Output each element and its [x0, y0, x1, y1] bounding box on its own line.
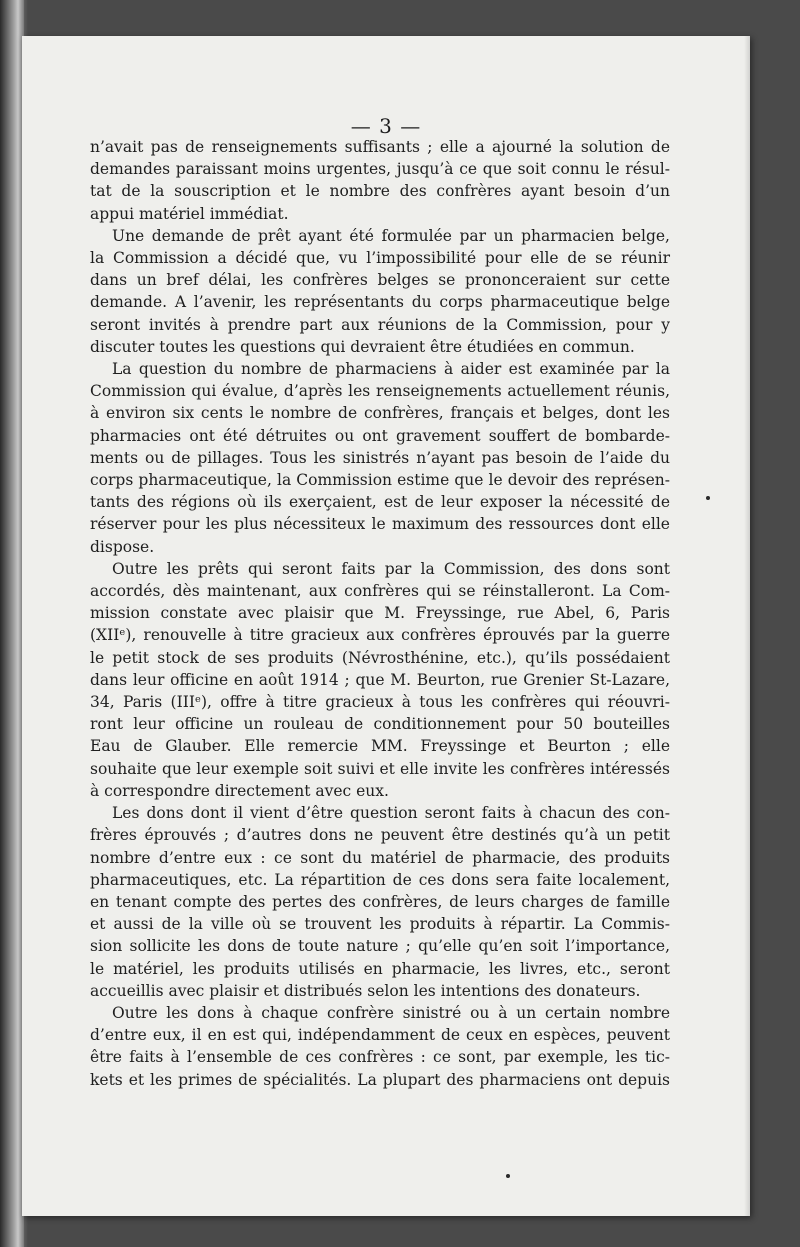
- text-line: ments ou de pillages. Tous les sinistrés n’ayant pas besoin de l’aide du: [90, 448, 670, 467]
- text-line: corps pharmaceutique, la Commission estime que le devoir des représen-: [90, 471, 670, 490]
- text-line: Commission qui évalue, d’après les renseignements actuellement réunis,: [90, 382, 670, 401]
- text-line: seront invités à prendre part aux réunions de la Commission, pour y: [90, 315, 670, 334]
- text-line: mission constate avec plaisir que M. Freyssinge, rue Abel, 6, Paris: [90, 604, 670, 623]
- text-line: Les dons dont il vient d’être question seront faits à chacun des con-: [112, 804, 670, 823]
- text-line: le petit stock de ses produits (Névrosthénine, etc.), qu’ils possédaient: [90, 648, 670, 667]
- text-line: Outre les prêts qui seront faits par la Commission, des dons sont: [112, 559, 670, 578]
- text-line: kets et les primes de spécialités. La plupart des pharmaciens ont depuis: [90, 1070, 670, 1089]
- text-line: 34, Paris (IIIᵉ), offre à titre gracieux à tous les confrères qui réouvri-: [90, 693, 670, 712]
- text-line: ront leur officine un rouleau de conditionnement pour 50 bouteilles: [90, 715, 670, 734]
- text-line: réserver pour les plus nécessiteux le maximum des ressources dont elle: [90, 515, 670, 534]
- ink-speck: [506, 1174, 510, 1178]
- text-line: à environ six cents le nombre de confrères, français et belges, dont les: [90, 404, 670, 423]
- text-line: dans un bref délai, les confrères belges se prononceraient sur cette: [90, 271, 670, 290]
- text-line: La question du nombre de pharmaciens à aider est examinée par la: [112, 360, 670, 379]
- text-line: frères éprouvés ; d’autres dons ne peuvent être destinés qu’à un petit: [90, 826, 670, 845]
- text-line: nombre d’entre eux : ce sont du matériel de pharmacie, des produits: [90, 848, 670, 867]
- text-line: (XIIᵉ), renouvelle à titre gracieux aux confrères éprouvés par la guerre: [90, 626, 670, 645]
- page-number: — 3 —: [350, 114, 422, 138]
- text-line: discuter toutes les questions qui devraient être étudiées en commun.: [90, 337, 635, 356]
- binding-edge: [0, 0, 24, 1247]
- text-line: dans leur officine en août 1914 ; que M. Beurton, rue Grenier St-Lazare,: [90, 670, 670, 689]
- text-line: dispose.: [90, 537, 155, 556]
- text-line: souhaite que leur exemple soit suivi et elle invite les confrères intéressés: [90, 759, 670, 778]
- text-line: pharmaceutiques, etc. La répartition de ces dons sera faite localement,: [90, 870, 670, 889]
- text-line: d’entre eux, il en est qui, indépendamment de ceux en espèces, peuvent: [90, 1026, 670, 1045]
- document-page: [22, 36, 750, 1216]
- text-line: tants des régions où ils exerçaient, est de leur exposer la nécessité de: [90, 493, 670, 512]
- text-line: n’avait pas de renseignements suffisants ; elle a ajourné la solution de: [90, 138, 670, 156]
- text-line: Eau de Glauber. Elle remercie MM. Freyssinge et Beurton ; elle: [90, 737, 670, 756]
- text-line: accordés, dès maintenant, aux confrères qui se réinstalleront. La Com-: [90, 582, 670, 601]
- text-line: la Commission a décidé que, vu l’impossibilité pour elle de se réunir: [90, 249, 670, 268]
- text-line: pharmacies ont été détruites ou ont gravement souffert de bombarde-: [90, 426, 670, 445]
- text-line: et aussi de la ville où se trouvent les produits à répartir. La Commis-: [90, 915, 670, 934]
- ink-speck: [706, 496, 710, 500]
- text-line: à correspondre directement avec eux.: [90, 781, 389, 800]
- text-line: Une demande de prêt ayant été formulée par un pharmacien belge,: [112, 226, 670, 245]
- text-line: demandes paraissant moins urgentes, jusqu’à ce que soit connu le résul-: [90, 160, 670, 179]
- text-line: Outre les dons à chaque confrère sinistré ou à un certain nombre: [112, 1003, 670, 1022]
- text-line: sion sollicite les dons de toute nature ; qu’elle qu’en soit l’importance,: [90, 937, 670, 956]
- text-line: accueillis avec plaisir et distribués selon les intentions des donateurs.: [90, 981, 641, 1000]
- text-line: le matériel, les produits utilisés en pharmacie, les livres, etc., seront: [90, 959, 670, 978]
- text-line: appui matériel immédiat.: [90, 204, 289, 223]
- text-line: en tenant compte des pertes des confrères, de leurs charges de famille: [90, 892, 670, 911]
- text-line: être faits à l’ensemble de ces confrères : ce sont, par exemple, les tic-: [90, 1048, 670, 1067]
- text-line: demande. A l’avenir, les représentants du corps pharmaceutique belge: [90, 293, 670, 312]
- body-text: [90, 136, 670, 1091]
- text-line: tat de la souscription et le nombre des confrères ayant besoin d’un: [90, 182, 670, 201]
